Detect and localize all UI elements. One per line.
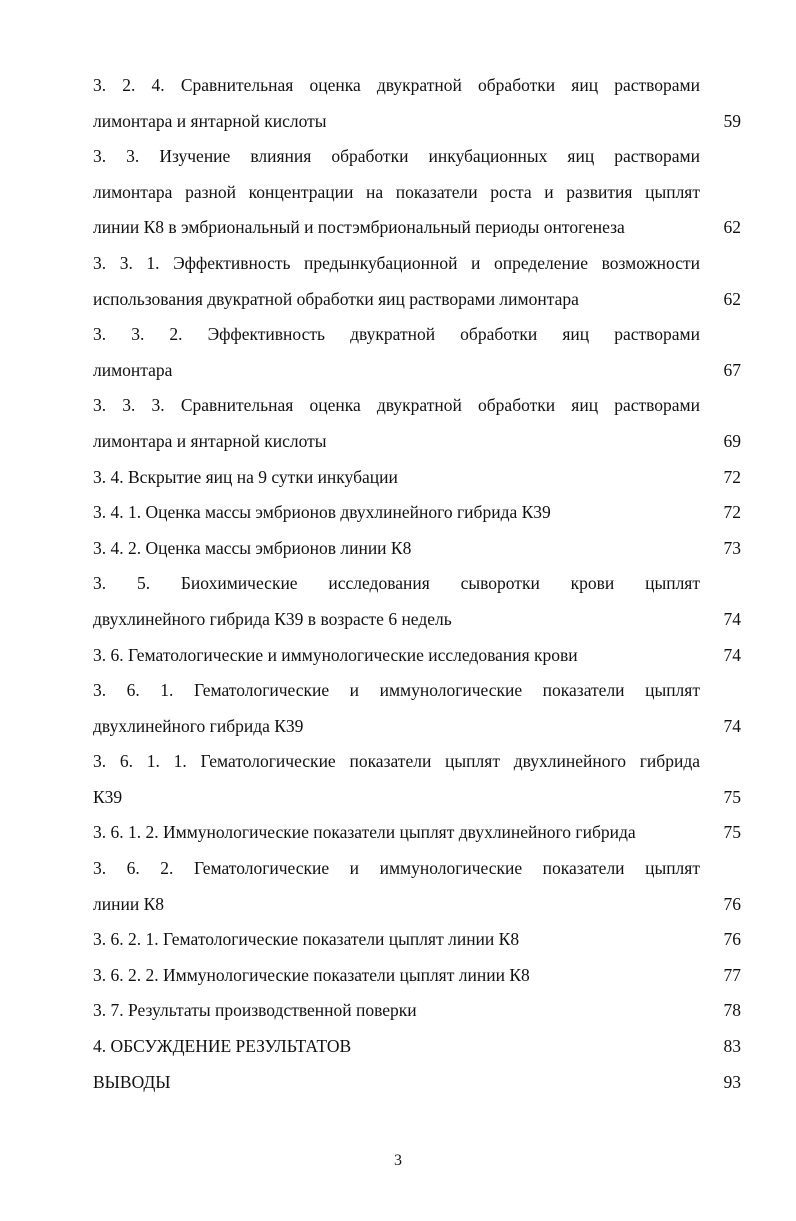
toc-page-number: 69	[723, 430, 741, 451]
toc-line	[93, 958, 741, 994]
toc-entry	[93, 1065, 741, 1101]
toc-entry	[93, 851, 741, 922]
toc-entry-text: 3. 6. 2. 1. Гематологические показатели цыплят линии К8	[93, 929, 520, 950]
toc-entry	[93, 388, 741, 459]
page-number: 3	[394, 1152, 402, 1169]
toc-line	[93, 922, 741, 958]
toc-line	[93, 495, 741, 531]
toc-line	[93, 566, 741, 602]
toc-entry	[93, 958, 741, 994]
toc-entry	[93, 139, 741, 246]
toc-page-number: 67	[723, 359, 741, 380]
toc-page-number: 72	[723, 466, 741, 487]
toc-entry	[93, 317, 741, 388]
toc-entry-text: 3. 6. 1. Гематологические и иммунологические показатели цыплят	[93, 680, 700, 701]
toc-line	[93, 887, 741, 923]
toc-line	[93, 424, 741, 460]
toc-line	[93, 460, 741, 496]
toc-entry-text: 3. 2. 4. Сравнительная оценка двукратной обработки яиц растворами	[93, 75, 700, 95]
toc-page-number: 73	[723, 537, 741, 558]
toc-page-number: 75	[723, 786, 741, 807]
toc-page-number: 72	[723, 502, 741, 523]
toc-entry-text: двухлинейного гибрида К39 в возрасте 6 недель	[93, 608, 452, 629]
table-of-contents	[93, 68, 741, 1100]
toc-entry	[93, 531, 741, 567]
toc-page-number: 78	[723, 1000, 741, 1021]
toc-entry-text: 3. 6. 1. 1. Гематологические показатели цыплят двухлинейного гибрида	[93, 751, 700, 772]
toc-page-number: 76	[723, 929, 741, 950]
toc-line	[93, 602, 741, 638]
toc-entry	[93, 993, 741, 1029]
toc-line	[93, 673, 741, 709]
toc-entry-text: 4. ОБСУЖДЕНИЕ РЕЗУЛЬТАТОВ	[93, 1036, 352, 1057]
toc-entry	[93, 922, 741, 958]
toc-line	[93, 1029, 741, 1065]
toc-entry-text: использования двукратной обработки яиц растворами лимонтара	[93, 288, 579, 309]
toc-page-number: 83	[723, 1036, 741, 1057]
toc-entry-text: 3. 7. Результаты производственной поверки	[93, 1000, 417, 1021]
toc-entry	[93, 1029, 741, 1065]
toc-entry-text: двухлинейного гибрида К39	[93, 715, 304, 736]
toc-line	[93, 317, 741, 353]
toc-line	[93, 282, 741, 318]
toc-line	[93, 744, 741, 780]
toc-line	[93, 1065, 741, 1101]
toc-entry-text: 3. 3. 1. Эффективность предынкубационной и определение возможности	[93, 252, 700, 273]
toc-line	[93, 210, 741, 246]
toc-entry-text: 3. 6. 2. 2. Иммунологические показатели цыплят линии К8	[93, 964, 530, 985]
toc-page-number: 59	[723, 110, 741, 131]
toc-entry	[93, 246, 741, 317]
toc-page-number: 74	[723, 608, 741, 629]
toc-entry-text: 3. 4. 2. Оценка массы эмбрионов линии К8	[93, 537, 412, 558]
toc-entry	[93, 744, 741, 815]
toc-page-number: 62	[723, 217, 741, 238]
toc-line	[93, 68, 741, 104]
toc-entry-text: 3. 6. 1. 2. Иммунологические показатели цыплят двухлинейного гибрида	[93, 822, 636, 843]
toc-entry	[93, 460, 741, 496]
toc-page-number: 74	[723, 715, 741, 736]
toc-entry-text: 3. 4. 1. Оценка массы эмбрионов двухлинейного гибрида К39	[93, 502, 551, 523]
toc-entry	[93, 638, 741, 674]
toc-entry-text: 3. 4. Вскрытие яиц на 9 сутки инкубации	[93, 466, 398, 487]
toc-entry-text: линии К8	[93, 893, 164, 914]
toc-entry	[93, 68, 741, 139]
toc-line	[93, 851, 741, 887]
toc-entry-text: 3. 6. 2. Гематологические и иммунологические показатели цыплят	[93, 858, 700, 879]
toc-page-number: 74	[723, 644, 741, 665]
toc-line	[93, 246, 741, 282]
toc-line	[93, 175, 741, 211]
toc-line	[93, 139, 741, 175]
toc-entry-text: 3. 3. 3. Сравнительная оценка двукратной обработки яиц растворами	[93, 395, 700, 416]
toc-page-number: 77	[723, 964, 741, 985]
toc-entry-text: ВЫВОДЫ	[93, 1071, 171, 1092]
toc-entry	[93, 495, 741, 531]
toc-entry-text: лимонтара и янтарной кислоты	[93, 430, 327, 451]
toc-line	[93, 104, 741, 140]
toc-entry	[93, 673, 741, 744]
toc-line	[93, 638, 741, 674]
toc-entry	[93, 566, 741, 637]
toc-entry-text: 3. 3. 2. Эффективность двукратной обработки яиц растворами	[93, 324, 700, 345]
toc-entry-text: 3. 5. Биохимические исследования сыворотки крови цыплят	[93, 573, 700, 594]
toc-page-number: 76	[723, 893, 741, 914]
toc-line	[93, 353, 741, 389]
toc-entry-text: линии К8 в эмбриональный и постэмбриональный периоды онтогенеза	[93, 217, 625, 238]
toc-entry-text: лимонтара	[93, 359, 173, 380]
toc-entry-text: К39	[93, 786, 123, 807]
toc-page-number: 75	[723, 822, 741, 843]
toc-entry-text: лимонтара и янтарной кислоты	[93, 110, 327, 131]
toc-entry	[93, 815, 741, 851]
toc-line	[93, 531, 741, 567]
toc-entry-text: лимонтара разной концентрации на показатели роста и развития цыплят	[93, 181, 700, 202]
toc-line	[93, 709, 741, 745]
toc-page-number: 62	[723, 288, 741, 309]
toc-line	[93, 780, 741, 816]
toc-line	[93, 993, 741, 1029]
toc-line	[93, 388, 741, 424]
toc-line	[93, 815, 741, 851]
toc-entry-text: 3. 3. Изучение влияния обработки инкубационных яиц растворами	[93, 146, 700, 167]
toc-page-number: 93	[723, 1071, 741, 1092]
toc-entry-text: 3. 6. Гематологические и иммунологические исследования крови	[93, 644, 578, 665]
